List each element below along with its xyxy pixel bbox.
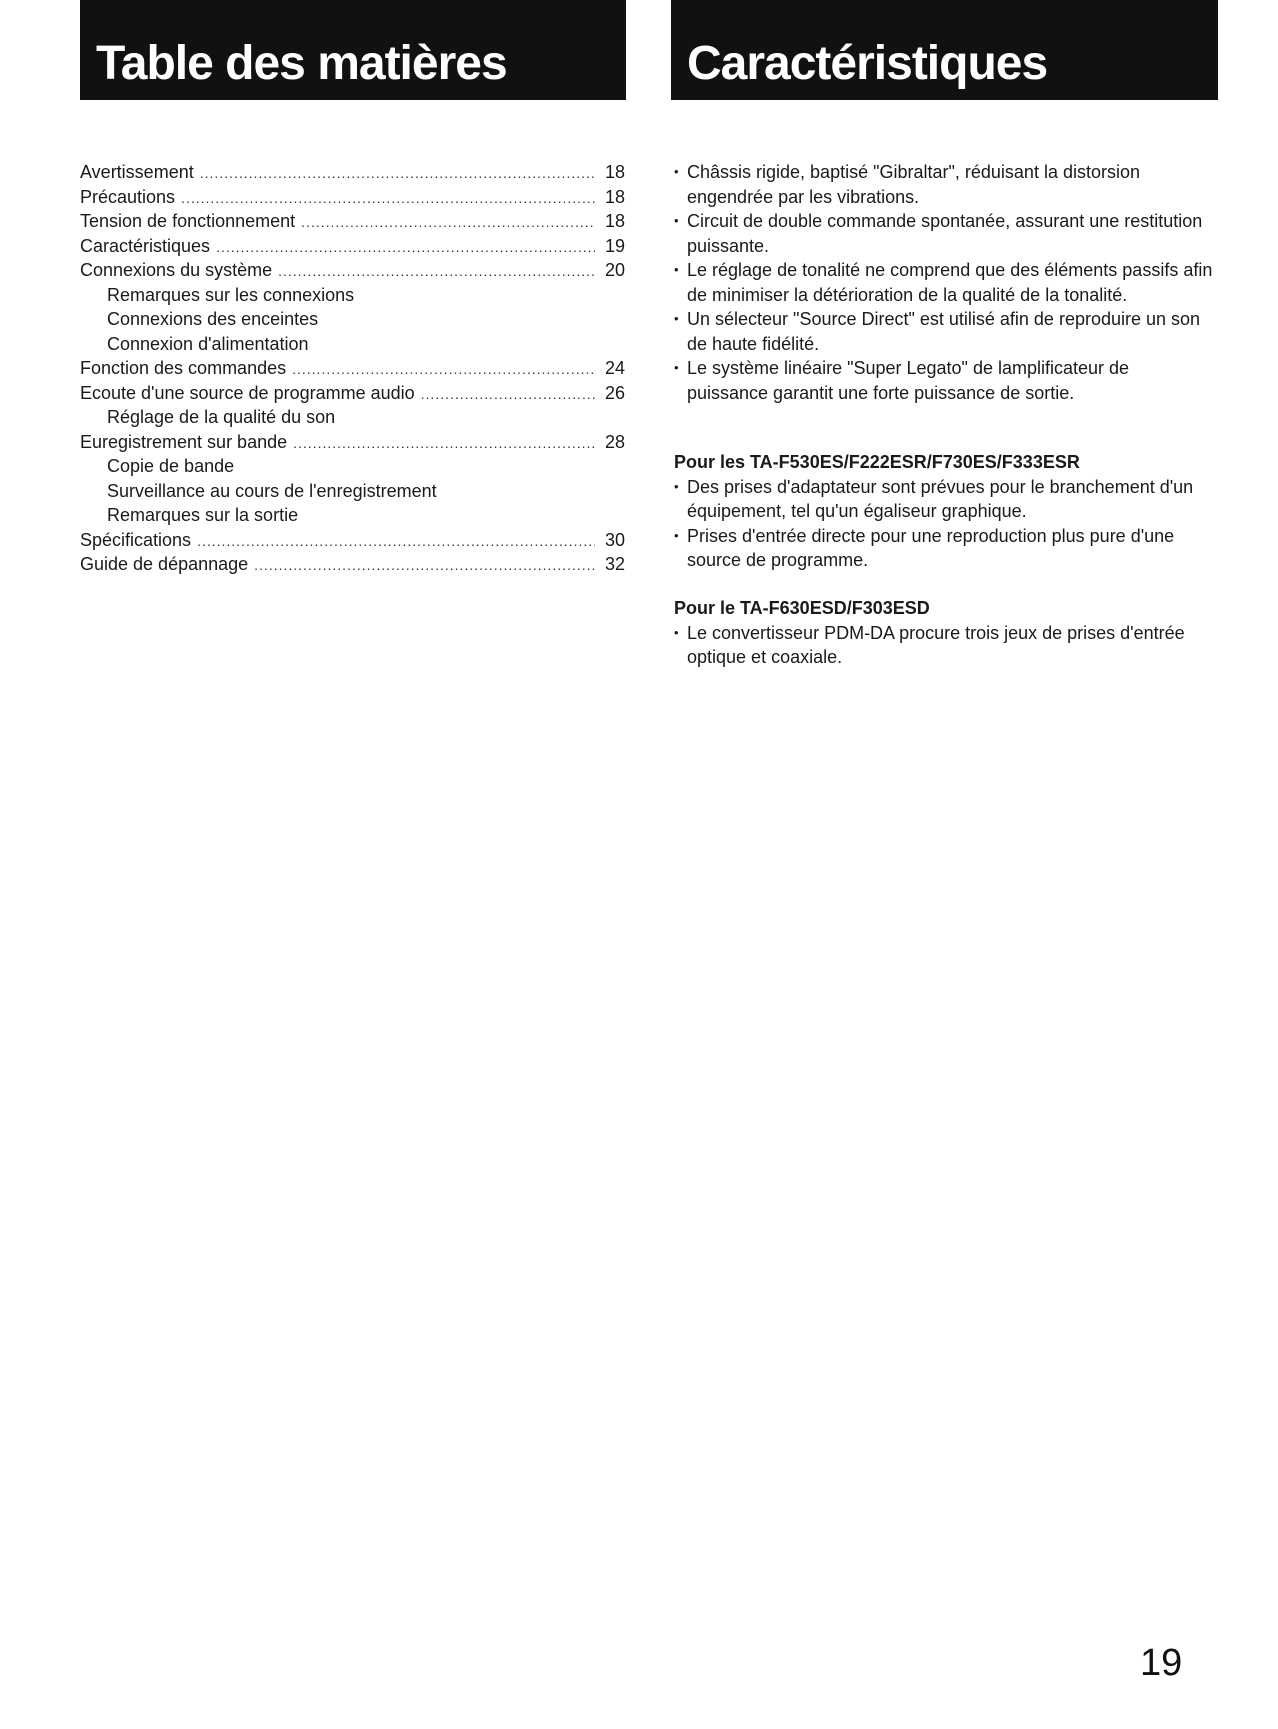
toc-entry — [80, 381, 625, 406]
toc-header-banner — [80, 0, 626, 100]
features-section-esd-models — [674, 596, 1214, 670]
page-number: 19 — [1140, 1642, 1183, 1684]
toc-entry-title: Copie de bande — [107, 456, 235, 476]
toc-entry-title: Ecoute d'une source de programme audio — [80, 382, 415, 403]
toc-page-number: 24 — [604, 358, 625, 378]
dot-leader — [197, 529, 595, 554]
toc-subentry — [80, 307, 625, 332]
feature-bullet-item: • Le réglage de tonalité ne comprend que des éléments passifs afin de minimiser la détérioration de la qualité de la tonalité. — [674, 258, 1214, 307]
dot-leader — [181, 186, 595, 211]
toc-entry-title: Fonction des commandes — [80, 358, 287, 378]
toc-entry — [80, 185, 625, 210]
toc-subentry — [80, 283, 625, 308]
toc-entry-title: Précautions — [80, 186, 176, 207]
toc-entry-title: Réglage de la qualité du son — [107, 407, 336, 427]
section-heading: Pour les TA-F530ES/F222ESR/F730ES/F333ESR — [674, 452, 1080, 472]
dot-leader — [254, 553, 595, 578]
toc-subentry — [80, 332, 625, 357]
toc-entry — [80, 209, 625, 234]
toc-entry-title: Avertissement — [80, 162, 194, 182]
toc-page-number: 18 — [604, 162, 625, 182]
toc-heading: Table des matières — [96, 37, 507, 90]
toc-entry-title: Remarques sur les connexions — [107, 284, 355, 305]
toc-entry-title: Caractéristiques — [80, 235, 211, 256]
features-esd-list — [674, 621, 1214, 670]
toc-entry-title: Spécifications — [80, 529, 192, 550]
toc-page-number: 18 — [604, 186, 625, 207]
toc-entry — [80, 528, 625, 553]
toc-subentry — [80, 454, 625, 479]
feature-bullet-item: • Circuit de double commande spontanée, assurant une restitution puissante. — [674, 209, 1214, 258]
toc-subentry — [80, 405, 625, 430]
dot-leader — [216, 235, 595, 260]
features-section-es-models — [674, 450, 1214, 573]
table-of-contents — [80, 160, 625, 577]
toc-entry — [80, 258, 625, 283]
toc-entry — [80, 430, 625, 455]
toc-page-number: 20 — [604, 260, 625, 280]
toc-subentry — [80, 503, 625, 528]
toc-entry-title: Connexions du système — [80, 260, 273, 280]
toc-page-number: 30 — [604, 529, 625, 550]
toc-page-number: 28 — [604, 431, 625, 452]
dot-leader — [293, 431, 595, 456]
feature-bullet-item: • Châssis rigide, baptisé "Gibraltar", réduisant la distorsion engendrée par les vibrations. — [674, 160, 1214, 209]
toc-entry — [80, 356, 625, 381]
toc-entry-title: Connexions des enceintes — [107, 309, 319, 329]
toc-entry — [80, 552, 625, 577]
dot-leader — [301, 210, 595, 235]
toc-entry-title: Euregistrement sur bande — [80, 431, 288, 452]
toc-entry-title: Tension de fonctionnement — [80, 211, 296, 231]
features-es-list — [674, 475, 1214, 573]
toc-page-number: 18 — [604, 211, 625, 231]
toc-page-number: 32 — [604, 554, 625, 574]
dot-leader — [200, 161, 595, 186]
toc-subentry — [80, 479, 625, 504]
toc-entry-title: Remarques sur la sortie — [107, 505, 299, 525]
feature-bullet-item: • Prises d'entrée directe pour une reproduction plus pure d'une source de programme. — [674, 524, 1214, 573]
toc-entry — [80, 160, 625, 185]
feature-bullet-item: • Des prises d'adaptateur sont prévues pour le branchement d'un équipement, tel qu'un égaliseur graphique. — [674, 475, 1214, 524]
section-heading: Pour le TA-F630ESD/F303ESD — [674, 598, 930, 618]
feature-bullet-item: • Le système linéaire "Super Legato" de lamplificateur de puissance garantit une forte puissance de sortie. — [674, 356, 1214, 405]
features-general-section — [674, 160, 1214, 405]
toc-entry-title: Connexion d'alimentation — [107, 333, 309, 354]
feature-bullet-item: • Un sélecteur "Source Direct" est utilisé afin de reproduire un son de haute fidélité. — [674, 307, 1214, 356]
dot-leader — [292, 357, 595, 382]
dot-leader — [421, 382, 595, 407]
dot-leader — [278, 259, 595, 284]
toc-entry-title: Surveillance au cours de l'enregistrement — [107, 480, 437, 501]
features-general-list — [674, 160, 1214, 405]
toc-page-number: 19 — [604, 235, 625, 256]
feature-bullet-item: • Le convertisseur PDM-DA procure trois jeux de prises d'entrée optique et coaxiale. — [674, 621, 1214, 670]
features-header-banner — [671, 0, 1218, 100]
features-heading: Caractéristiques — [687, 37, 1048, 90]
toc-page-number: 26 — [604, 382, 625, 403]
toc-entry-title: Guide de dépannage — [80, 554, 249, 574]
toc-entry — [80, 234, 625, 259]
